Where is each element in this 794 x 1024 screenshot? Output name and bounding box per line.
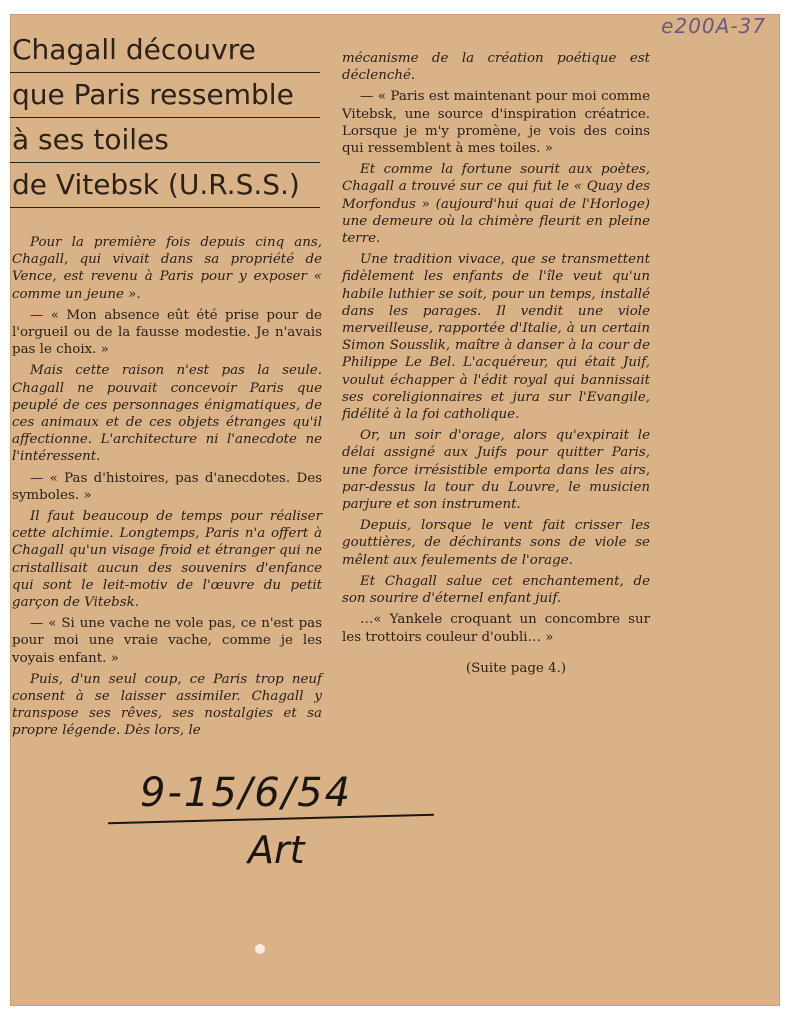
paper-hole [255, 944, 265, 954]
article-left-column [12, 234, 322, 744]
paragraph: Or, un soir d'orage, alors qu'expirait le délai assigné aux Juifs pour quitter Paris, une force irrésistible emporta dans les airs, par-dessus la tour du Louvre, le musicien parjure et son instrument. [342, 428, 650, 513]
paragraph: Une tradition vivace, que se transmettent fidèlement les enfants de l'île veut qu'un habile luthier se soit, pour un temps, installé dans les parages. Il vendit une viole merveilleuse, rapportée d'Italie, à un certain Simon Sousslik, maître à danser à la cour de Philippe Le Bel. L'acquéreur, qui était Juif, voulut échapper à l'édit royal qui bannissait ses coreligionnaires et jura sur l'Evangile, fidélité à la foi catholique. [342, 252, 650, 423]
quote-paragraph: — « Paris est maintenant pour moi comme Vitebsk, une source d'inspiration créatrice. Lorsque je m'y promène, je vois des coins qui ressemblent à mes toiles. » [342, 89, 650, 157]
article-right-column [342, 50, 650, 677]
continuation-note: (Suite page 4.) [465, 660, 567, 676]
paragraph: Puis, d'un seul coup, ce Paris trop neuf consent à se laisser assimiler. Chagall y transpose ses rêves, ses nostalgies et sa propre légende. Dès lors, le [12, 671, 322, 739]
headline-line: à ses toiles [10, 118, 320, 163]
headline [10, 28, 320, 208]
paragraph: Mais cette raison n'est pas la seule. Chagall ne pouvait concevoir Paris que peuplé de ces personnages énigmatiques, de ces animaux et de ces objets étranges qu'il affectionne. L'architecture ni l'anecdote ne l'intéressent. [12, 363, 322, 465]
paragraph: Et Chagall salue cet enchantement, de son sourire d'éternel enfant juif. [342, 573, 650, 607]
headline-line: que Paris ressemble [10, 73, 320, 118]
quote-paragraph: — « Pas d'histoires, pas d'anecdotes. Des symboles. » [12, 470, 322, 503]
archive-reference: e200A-37 [661, 14, 766, 38]
paragraph: Depuis, lorsque le vent fait crisser les gouttières, de déchirants sons de viole se mêlent aux feulements de l'orage. [342, 518, 650, 568]
headline-line: Chagall découvre [10, 28, 320, 73]
quote-paragraph: — « Mon absence eût été prise pour de l'orgueil ou de la fausse modestie. Je n'avais pas le choix. » [12, 307, 322, 358]
headline-line: de Vitebsk (U.R.S.S.) [10, 163, 320, 208]
quote-paragraph: — « Si une vache ne vole pas, ce n'est pas pour moi une vraie vache, comme je les voyais enfant. » [12, 616, 322, 666]
handwritten-section-label: Art [248, 828, 305, 872]
paragraph: Il faut beaucoup de temps pour réaliser cette alchimie. Longtemps, Paris n'a offert à Chagall qu'un visage froid et étranger qui ne cristallisait aucun des souvenirs d'enfance qui sont le leit-motiv de l'œuvre du petit garçon de Vitebsk. [12, 509, 322, 611]
paragraph: Pour la première fois depuis cinq ans, Chagall, qui vivait dans sa propriété de Vence, est revenu à Paris pour y exposer « comme un jeune ». [12, 235, 322, 302]
handwritten-date: 9-15/6/54 [140, 770, 353, 816]
quote-paragraph: …« Yankele croquant un concombre sur les trottoirs couleur d'oubli… » [342, 612, 650, 645]
paragraph: Et comme la fortune sourit aux poètes, Chagall a trouvé sur ce qui fut le « Quay des Morfondus » (aujourd'hui quai de l'Horloge) une demeure où la chimère fleurit en pleine terre. [342, 162, 650, 247]
paragraph: mécanisme de la création poétique est déclenché. [342, 51, 650, 84]
